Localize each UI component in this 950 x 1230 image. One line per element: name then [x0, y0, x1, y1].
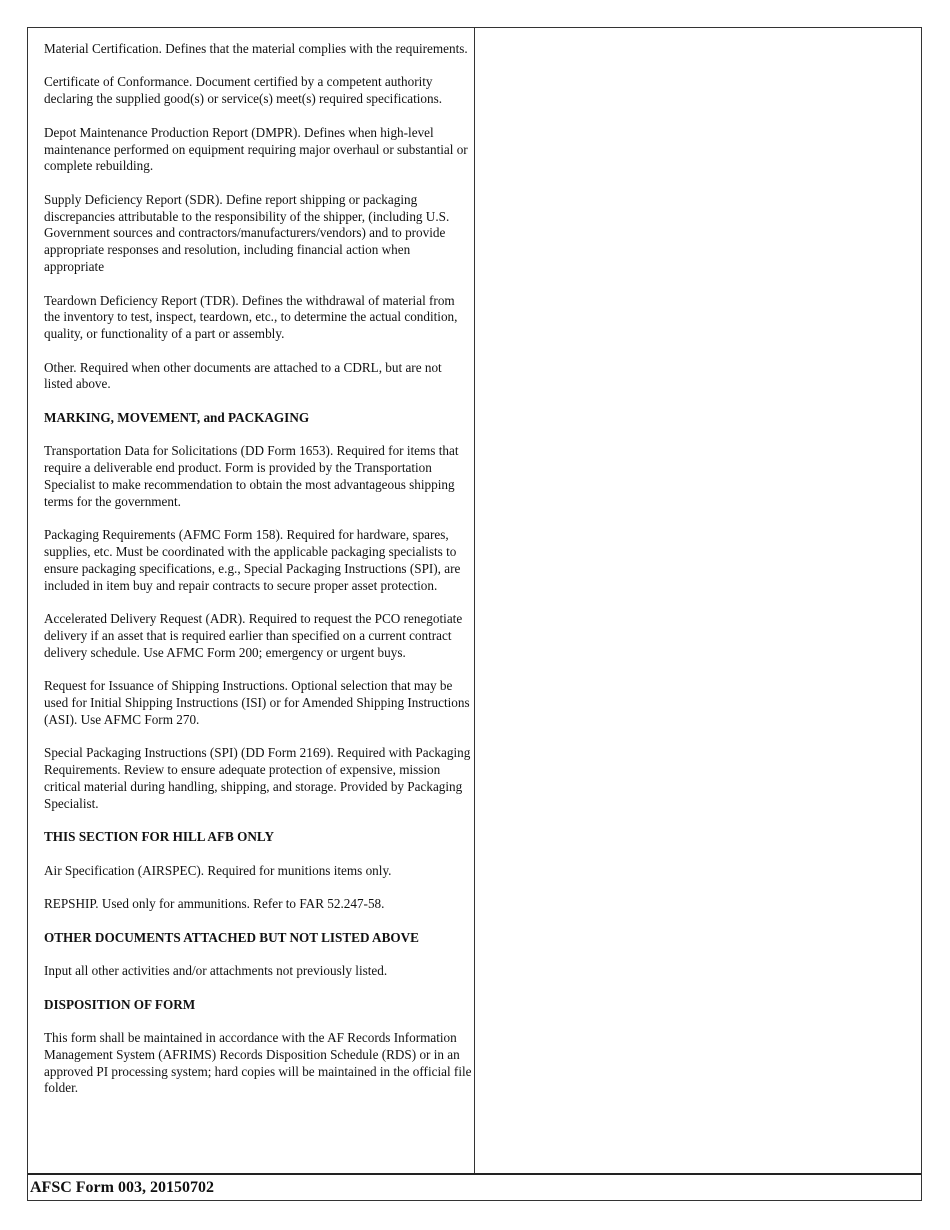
- heading-other-documents: OTHER DOCUMENTS ATTACHED BUT NOT LISTED ABOVE: [44, 929, 419, 945]
- paragraph-repship: REPSHIP. Used only for ammunitions. Refer to FAR 52.247-58.: [44, 896, 385, 912]
- paragraph-tdr: Teardown Deficiency Report (TDR). Defines the withdrawal of material from the inventory to test, inspect, teardown, etc., to determine the actual condition, quality, or functionality of a part or assembly.: [44, 292, 458, 342]
- blank-column: [475, 28, 921, 1173]
- form-identifier: AFSC Form 003, 20150702: [30, 1179, 214, 1196]
- instructions-content: [44, 41, 472, 1114]
- paragraph-packaging-requirements: Packaging Requirements (AFMC Form 158). Required for hardware, spares, supplies, etc. Must be coordinated with the applicable packaging specialists to ensure packaging specifications, e.g., Special Packaging Instructions (SPI), are included in item buy and repair contracts to secure proper asset protection.: [44, 527, 461, 593]
- paragraph-material-certification: Material Certification. Defines that the material complies with the requirements.: [44, 41, 468, 56]
- paragraph-sdr: Supply Deficiency Report (SDR). Define report shipping or packaging discrepancies attributable to the responsibility of the shipper, (including U.S. Government sources and contractors/manufacturers/vendors) and to provide appropriate responses and resolution, including financial action when appropriate: [44, 191, 450, 275]
- heading-marking-movement-packaging: MARKING, MOVEMENT, and PACKAGING: [44, 409, 310, 425]
- paragraph-spi: Special Packaging Instructions (SPI) (DD Form 2169). Required with Packaging Requirements. Review to ensure adequate protection of expensive, mission critical material during handling, shipping, and storage. Provided by Packaging Specialist.: [44, 745, 471, 811]
- form-frame: [27, 27, 922, 1201]
- heading-disposition: DISPOSITION OF FORM: [44, 996, 196, 1012]
- form-footer: [28, 1173, 921, 1200]
- paragraph-input-other: Input all other activities and/or attachments not previously listed.: [44, 963, 388, 979]
- paragraph-other: Other. Required when other documents are attached to a CDRL, but are not listed above.: [44, 359, 442, 392]
- paragraph-certificate-of-conformance: Certificate of Conformance. Document certified by a competent authority declaring the supplied good(s) or service(s) meet(s) required specifications.: [44, 74, 443, 107]
- paragraph-disposition: This form shall be maintained in accordance with the AF Records Information Management System (AFRIMS) Records Disposition Schedule (RDS) or in an approved PI processing system; hard copies will be maintained in the official file folder.: [44, 1030, 472, 1096]
- paragraph-airspec: Air Specification (AIRSPEC). Required for munitions items only.: [44, 862, 392, 878]
- paragraph-shipping-instructions: Request for Issuance of Shipping Instructions. Optional selection that may be used for Initial Shipping Instructions (ISI) or for Amended Shipping Instructions (ASI). Use AFMC Form 270.: [44, 678, 470, 727]
- paragraph-adr: Accelerated Delivery Request (ADR). Required to request the PCO renegotiate delivery if an asset that is required earlier than specified on a current contract delivery schedule. Use AFMC Form 200; emergency or urgent buys.: [44, 611, 463, 660]
- instructions-column: [28, 28, 475, 1173]
- paragraph-transportation-data: Transportation Data for Solicitations (DD Form 1653). Required for items that require a deliverable end product. Form is provided by the Transportation Specialist to make recommendation to obtain the most advantageous shipping terms for the government.: [44, 443, 459, 509]
- heading-hill-afb: THIS SECTION FOR HILL AFB ONLY: [44, 829, 274, 845]
- paragraph-dmpr: Depot Maintenance Production Report (DMPR). Defines when high-level maintenance performed on equipment requiring major overhaul or substantial or complete rebuilding.: [44, 124, 468, 174]
